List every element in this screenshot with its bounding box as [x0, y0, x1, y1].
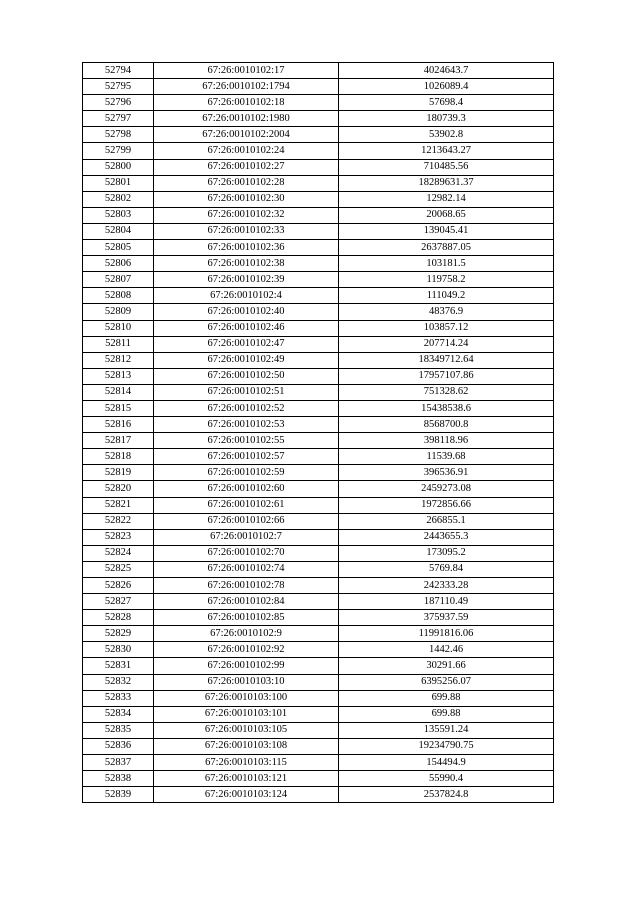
row-number-cell: 52818 [83, 449, 154, 465]
value-cell: 2459273.08 [339, 481, 554, 497]
row-number-cell: 52817 [83, 433, 154, 449]
table-row [83, 175, 554, 191]
cadastral-number-cell: 67:26:0010102:38 [154, 256, 339, 272]
row-number-cell: 52811 [83, 336, 154, 352]
row-number-cell: 52822 [83, 513, 154, 529]
cadastral-number-cell: 67:26:0010102:36 [154, 240, 339, 256]
value-cell: 1442.46 [339, 642, 554, 658]
cadastral-number-cell: 67:26:0010102:57 [154, 449, 339, 465]
table-row [83, 63, 554, 79]
value-cell: 2637887.05 [339, 240, 554, 256]
cadastral-number-cell: 67:26:0010102:46 [154, 320, 339, 336]
table-row [83, 626, 554, 642]
value-cell: 710485.56 [339, 159, 554, 175]
row-number-cell: 52797 [83, 111, 154, 127]
row-number-cell: 52835 [83, 722, 154, 738]
table-row [83, 320, 554, 336]
cadastral-number-cell: 67:26:0010102:60 [154, 481, 339, 497]
cadastral-number-cell: 67:26:0010102:30 [154, 191, 339, 207]
table-row [83, 722, 554, 738]
value-cell: 1213643.27 [339, 143, 554, 159]
row-number-cell: 52837 [83, 755, 154, 771]
cadastral-number-cell: 67:26:0010102:50 [154, 368, 339, 384]
table-row [83, 690, 554, 706]
table-row [83, 400, 554, 416]
cadastral-number-cell: 67:26:0010102:74 [154, 561, 339, 577]
table-row [83, 738, 554, 754]
value-cell: 8568700.8 [339, 417, 554, 433]
cadastral-number-cell: 67:26:0010103:108 [154, 738, 339, 754]
value-cell: 699.88 [339, 690, 554, 706]
table-row [83, 95, 554, 111]
value-cell: 699.88 [339, 706, 554, 722]
table-row [83, 578, 554, 594]
row-number-cell: 52831 [83, 658, 154, 674]
row-number-cell: 52828 [83, 610, 154, 626]
value-cell: 103857.12 [339, 320, 554, 336]
value-cell: 6395256.07 [339, 674, 554, 690]
row-number-cell: 52803 [83, 207, 154, 223]
row-number-cell: 52801 [83, 175, 154, 191]
value-cell: 53902.8 [339, 127, 554, 143]
value-cell: 398118.96 [339, 433, 554, 449]
table-row [83, 143, 554, 159]
cadastral-number-cell: 67:26:0010102:27 [154, 159, 339, 175]
value-cell: 18289631.37 [339, 175, 554, 191]
table-row [83, 481, 554, 497]
row-number-cell: 52827 [83, 594, 154, 610]
row-number-cell: 52808 [83, 288, 154, 304]
row-number-cell: 52798 [83, 127, 154, 143]
value-cell: 119758.2 [339, 272, 554, 288]
value-cell: 11991816.06 [339, 626, 554, 642]
row-number-cell: 52830 [83, 642, 154, 658]
table-row [83, 513, 554, 529]
cadastral-number-cell: 67:26:0010102:53 [154, 417, 339, 433]
cadastral-number-cell: 67:26:0010102:39 [154, 272, 339, 288]
row-number-cell: 52795 [83, 79, 154, 95]
value-cell: 266855.1 [339, 513, 554, 529]
table-row [83, 610, 554, 626]
cadastral-number-cell: 67:26:0010102:18 [154, 95, 339, 111]
row-number-cell: 52825 [83, 561, 154, 577]
value-cell: 135591.24 [339, 722, 554, 738]
cadastral-number-cell: 67:26:0010102:52 [154, 400, 339, 416]
value-cell: 18349712.64 [339, 352, 554, 368]
row-number-cell: 52804 [83, 223, 154, 239]
table-row [83, 658, 554, 674]
row-number-cell: 52807 [83, 272, 154, 288]
table-row [83, 545, 554, 561]
value-cell: 173095.2 [339, 545, 554, 561]
cadastral-number-cell: 67:26:0010102:2004 [154, 127, 339, 143]
table-row [83, 191, 554, 207]
table-row [83, 336, 554, 352]
value-cell: 55990.4 [339, 771, 554, 787]
table-row [83, 674, 554, 690]
table-row [83, 755, 554, 771]
cadastral-number-cell: 67:26:0010102:33 [154, 223, 339, 239]
cadastral-number-cell: 67:26:0010102:59 [154, 465, 339, 481]
cadastral-number-cell: 67:26:0010103:121 [154, 771, 339, 787]
table-row [83, 223, 554, 239]
row-number-cell: 52796 [83, 95, 154, 111]
table-row [83, 159, 554, 175]
row-number-cell: 52824 [83, 545, 154, 561]
table-row [83, 368, 554, 384]
row-number-cell: 52814 [83, 384, 154, 400]
row-number-cell: 52823 [83, 529, 154, 545]
cadastral-number-cell: 67:26:0010102:17 [154, 63, 339, 79]
value-cell: 103181.5 [339, 256, 554, 272]
cadastral-number-cell: 67:26:0010102:24 [154, 143, 339, 159]
row-number-cell: 52813 [83, 368, 154, 384]
row-number-cell: 52829 [83, 626, 154, 642]
table-row [83, 642, 554, 658]
value-cell: 15438538.6 [339, 400, 554, 416]
value-cell: 57698.4 [339, 95, 554, 111]
cadastral-number-cell: 67:26:0010102:84 [154, 594, 339, 610]
cadastral-number-cell: 67:26:0010102:47 [154, 336, 339, 352]
table-row [83, 706, 554, 722]
row-number-cell: 52799 [83, 143, 154, 159]
row-number-cell: 52809 [83, 304, 154, 320]
table-row [83, 127, 554, 143]
cadastral-number-cell: 67:26:0010103:100 [154, 690, 339, 706]
row-number-cell: 52836 [83, 738, 154, 754]
value-cell: 4024643.7 [339, 63, 554, 79]
row-number-cell: 52800 [83, 159, 154, 175]
value-cell: 1026089.4 [339, 79, 554, 95]
cadastral-number-cell: 67:26:0010102:32 [154, 207, 339, 223]
table-row [83, 561, 554, 577]
table-row [83, 288, 554, 304]
value-cell: 207714.24 [339, 336, 554, 352]
row-number-cell: 52802 [83, 191, 154, 207]
row-number-cell: 52834 [83, 706, 154, 722]
cadastral-number-cell: 67:26:0010102:92 [154, 642, 339, 658]
cadastral-number-cell: 67:26:0010102:40 [154, 304, 339, 320]
row-number-cell: 52826 [83, 578, 154, 594]
row-number-cell: 52810 [83, 320, 154, 336]
value-cell: 19234790.75 [339, 738, 554, 754]
value-cell: 396536.91 [339, 465, 554, 481]
value-cell: 2443655.3 [339, 529, 554, 545]
row-number-cell: 52794 [83, 63, 154, 79]
value-cell: 187110.49 [339, 594, 554, 610]
row-number-cell: 52832 [83, 674, 154, 690]
row-number-cell: 52805 [83, 240, 154, 256]
cadastral-number-cell: 67:26:0010103:101 [154, 706, 339, 722]
table-row [83, 111, 554, 127]
cadastral-number-cell: 67:26:0010102:61 [154, 497, 339, 513]
table-row [83, 449, 554, 465]
value-cell: 242333.28 [339, 578, 554, 594]
cadastral-number-cell: 67:26:0010102:1980 [154, 111, 339, 127]
value-cell: 48376.9 [339, 304, 554, 320]
value-cell: 17957107.86 [339, 368, 554, 384]
row-number-cell: 52816 [83, 417, 154, 433]
cadastral-number-cell: 67:26:0010102:70 [154, 545, 339, 561]
row-number-cell: 52838 [83, 771, 154, 787]
cadastral-number-cell: 67:26:0010102:85 [154, 610, 339, 626]
cadastral-number-cell: 67:26:0010102:4 [154, 288, 339, 304]
cadastral-number-cell: 67:26:0010103:115 [154, 755, 339, 771]
cadastral-number-cell: 67:26:0010102:51 [154, 384, 339, 400]
table-row [83, 529, 554, 545]
cadastral-number-cell: 67:26:0010102:55 [154, 433, 339, 449]
cadastral-number-cell: 67:26:0010102:7 [154, 529, 339, 545]
cadastral-number-cell: 67:26:0010102:1794 [154, 79, 339, 95]
row-number-cell: 52819 [83, 465, 154, 481]
table-row [83, 594, 554, 610]
table-row [83, 352, 554, 368]
value-cell: 30291.66 [339, 658, 554, 674]
table-row [83, 240, 554, 256]
table-row [83, 433, 554, 449]
table-row [83, 417, 554, 433]
cadastral-number-cell: 67:26:0010102:78 [154, 578, 339, 594]
value-cell: 12982.14 [339, 191, 554, 207]
value-cell: 111049.2 [339, 288, 554, 304]
cadastral-number-cell: 67:26:0010102:49 [154, 352, 339, 368]
value-cell: 20068.65 [339, 207, 554, 223]
table-row [83, 497, 554, 513]
value-cell: 375937.59 [339, 610, 554, 626]
value-cell: 5769.84 [339, 561, 554, 577]
row-number-cell: 52812 [83, 352, 154, 368]
table-row [83, 207, 554, 223]
table-row [83, 272, 554, 288]
table-row [83, 384, 554, 400]
row-number-cell: 52806 [83, 256, 154, 272]
cadastral-number-cell: 67:26:0010103:105 [154, 722, 339, 738]
table-body [83, 63, 554, 803]
cadastral-number-cell: 67:26:0010102:9 [154, 626, 339, 642]
value-cell: 2537824.8 [339, 787, 554, 803]
value-cell: 751328.62 [339, 384, 554, 400]
cadastral-number-cell: 67:26:0010102:99 [154, 658, 339, 674]
value-cell: 1972856.66 [339, 497, 554, 513]
row-number-cell: 52821 [83, 497, 154, 513]
cadastral-number-cell: 67:26:0010102:28 [154, 175, 339, 191]
table-row [83, 79, 554, 95]
cadastral-number-cell: 67:26:0010103:10 [154, 674, 339, 690]
cadastral-value-table [82, 62, 554, 803]
value-cell: 180739.3 [339, 111, 554, 127]
table-row [83, 771, 554, 787]
cadastral-number-cell: 67:26:0010103:124 [154, 787, 339, 803]
row-number-cell: 52833 [83, 690, 154, 706]
cadastral-number-cell: 67:26:0010102:66 [154, 513, 339, 529]
row-number-cell: 52815 [83, 400, 154, 416]
row-number-cell: 52839 [83, 787, 154, 803]
table-row [83, 787, 554, 803]
row-number-cell: 52820 [83, 481, 154, 497]
table-row [83, 256, 554, 272]
value-cell: 154494.9 [339, 755, 554, 771]
table-row [83, 465, 554, 481]
table-row [83, 304, 554, 320]
value-cell: 11539.68 [339, 449, 554, 465]
value-cell: 139045.41 [339, 223, 554, 239]
